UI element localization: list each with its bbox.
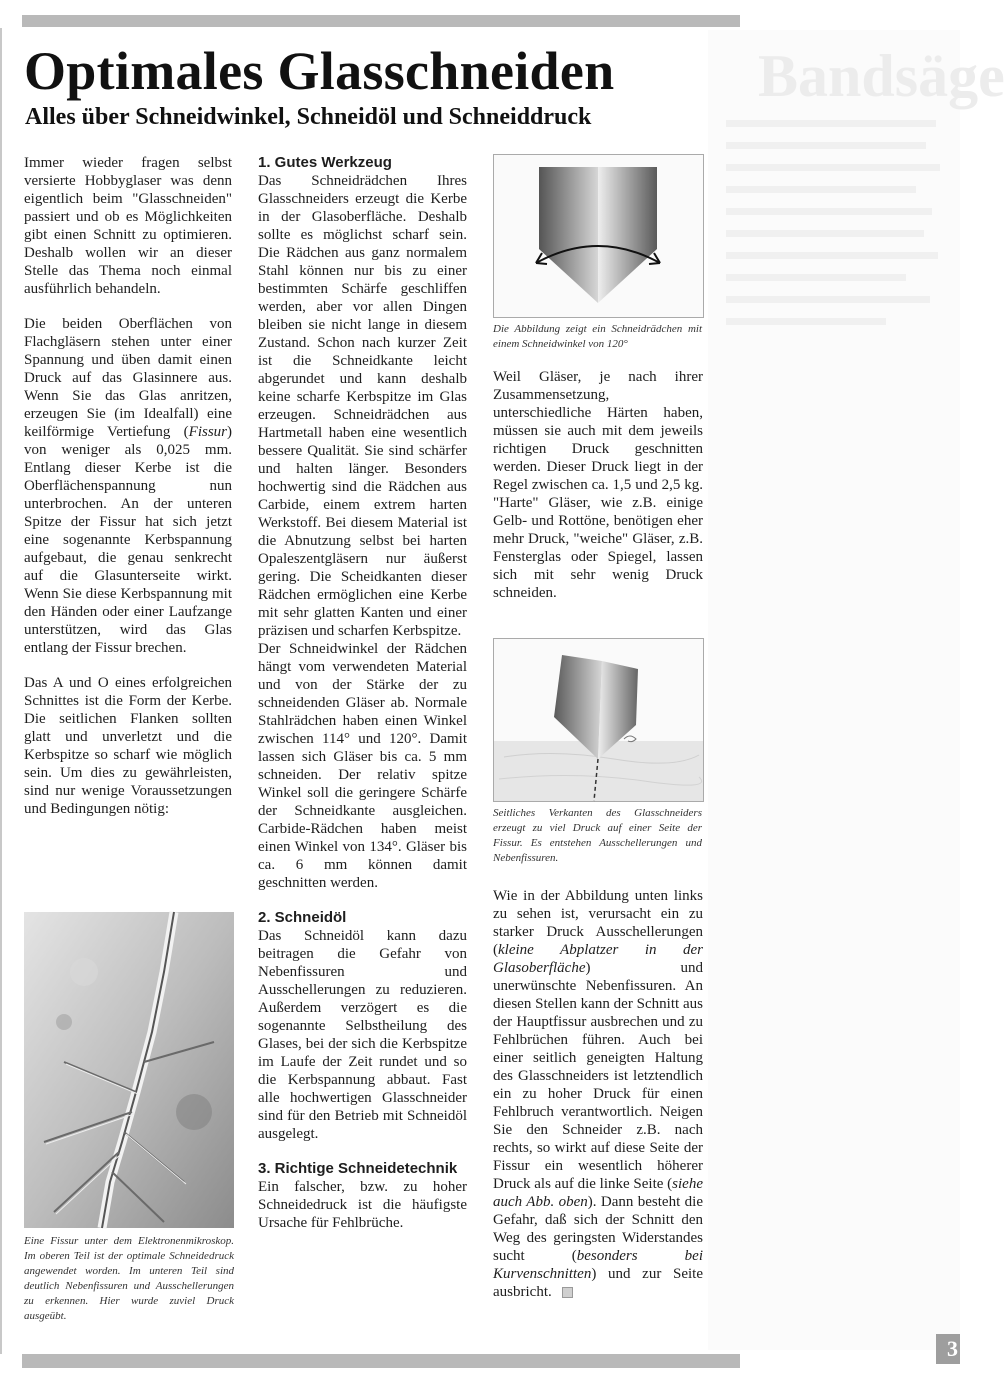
- pressure-paragraph: Wie in der Abbildung unten links zu sehen ist, verursacht ein zu starker Druck Ausschellerungen (kleine Abplatzer in der Glasoberfläche) und unerwünschte Nebenfissuren. An diesen Stellen kann der Schnitt aus der Hauptfissur ausbrechen und zu Fehlbrüchen führen. Auch bei einer seitlich geneigten Haltung des Glasschneiders ist letztendlich ein zu hoher Druck für einen Fehlbruch verantwortlich. Neigen Sie den Schneider z.B. nach rechts, so wirkt auf diese Seite der Fissur ein wesentlich höherer Druck als auf die linke Seite (siehe auch Abb. oben). Dann besteht die Gefahr, daß sich der Schnitt den Weg des geringsten Widerstandes sucht (besonders bei Kurvenschnitten) und zur Seite ausbricht.: [493, 888, 703, 1300]
- cutting-angle-paragraph: Der Schneidwinkel der Rädchen hängt vom verwendeten Material und von der Stärke der zu schneidenden Gläser ab. Normale Stahlrädchen haben einen Winkel zwischen 114° und 120°. Damit lassen sich Gläser bis ca. 5 mm schneiden. Der relativ spitze Winkel soll die geringere Schärfe der Schneidkante ausgleichen. Carbide-Rädchen haben meist einen Winkel von 134°. Gläser bis ca. 6 mm können damit geschnitten werden.: [258, 641, 467, 891]
- column-2: [258, 154, 467, 1249]
- cutting-oil-paragraph: Das Schneidöl kann dazu beitragen die Gefahr von Nebenfissuren und Ausschellerungen zu reduzieren. Außerdem verzögert es die sogenannte Selbstheilung des Glases, bei der sich die Kerbspitze im Laufe der Zeit rundet und so die Kerbspannung abbaut. Fast alle hochwertigen Glasschneider sind für den Betrieb mit Schneidöl ausgelegt.: [258, 928, 467, 1142]
- cutting-wheel-illustration: [494, 155, 703, 317]
- column-1: [24, 154, 232, 835]
- surface-tension-paragraph: Die beiden Oberflächen von Flachgläsern stehen unter einer Spannung und üben damit einen Druck auf das Glasinnere aus. Wenn Sie das Glas anritzen, erzeugen Sie (im Idealfall) eine keilförmige Vertiefung (Fissur) von weniger als 0,025 mm. Entlang dieser Kerbe ist die Oberflächenspannung nun unterbrochen. An der unteren Spitze der Fissur hat sich jetzt eine sogenannte Kerbspannung aufgebaut, die genau senkrecht auf die Glasunterseite wirkt. Wenn Sie diese Kerbspannung mit den Händen oder einer Laufzange unterstützen, wird das Glas entlang der Fissur brechen.: [24, 316, 232, 656]
- tilted-cutter-figure: [493, 638, 704, 802]
- emph-kurvenschnitte: besonders bei Kurvenschnitten: [493, 1248, 703, 1282]
- top-decor-bar: [22, 15, 740, 27]
- intro-paragraph: Immer wieder fragen selbst versierte Hobbyglaser was denn eigentlich beim "Glasschneiden" passiert und ob es Möglichkeiten gibt einen Schnitt zu optimieren. Deshalb wollen wir an dieser Stelle das Thema noch einmal ausführlich behandeln.: [24, 155, 232, 297]
- tilted-cutter-illustration: [494, 639, 703, 801]
- page-number: 3: [936, 1334, 960, 1364]
- column-3-top: [493, 368, 703, 619]
- bottom-decor-bar: [22, 1354, 740, 1368]
- microscope-image: [24, 912, 234, 1228]
- page-edge-rule: [0, 28, 2, 1354]
- emph-abplatzer: kleine Abplatzer in der Glasoberfläche: [493, 942, 703, 976]
- section-1-heading: 1. Gutes Werkzeug: [258, 154, 392, 171]
- cutting-wheel-figure: [493, 154, 704, 318]
- technique-paragraph: Ein falscher, bzw. zu hoher Schneidedruck ist die häufigste Ursache für Fehlbrüche.: [258, 1179, 467, 1231]
- glass-hardness-paragraph: Weil Gläser, je nach ihrer Zusammensetzung, unterschiedliche Härten haben, müssen sie auch mit dem jeweils richtigen Druck geschnitten werden. Dieser Druck liegt in der Regel zwischen ca. 1,5 und 2,5 kg. "Harte" Gläser, wie z.B. einige Gelb- und Rottöne, benötigen eher mehr Druck, "weiche" Gläser, z.B. Fensterglas oder Spiegel, lassen sich mit sehr wenig Druck schneiden.: [493, 369, 703, 601]
- section-3-heading: 3. Richtige Schneidetechnik: [258, 1160, 458, 1177]
- article-end-marker: [562, 1287, 573, 1298]
- fissur-term: Fissur: [188, 424, 227, 440]
- cutting-wheel-caption: Die Abbildung zeigt ein Schneidrädchen mit einem Schneidwinkel von 120°: [493, 323, 702, 350]
- section-2-heading: 2. Schneidöl: [258, 909, 347, 926]
- column-3-bottom: [493, 887, 703, 1318]
- tilted-cutter-caption: Seitliches Verkanten des Glasschneiders erzeugt zu viel Druck auf einer Seite der Fissur. Es entstehen Ausschellerungen und Nebenfissuren.: [493, 807, 702, 864]
- article-title: Optimales Glasschneiden: [24, 41, 615, 101]
- notch-shape-paragraph: Das A und O eines erfolgreichen Schnittes ist die Form der Kerbe. Die seitlichen Flanken sollten glatt und unverletzt und die Kerbspitze so scharf wie möglich sein. Um dies zu gewährleisten, sind nur wenige Voraussetzungen und Bedingungen nötig:: [24, 675, 232, 817]
- emph-siehe-oben: siehe auch Abb. oben: [493, 1176, 703, 1210]
- microscope-texture: [24, 912, 234, 1228]
- article-subtitle: Alles über Schneidwinkel, Schneidöl und Schneiddruck: [25, 104, 592, 130]
- microscope-caption: Eine Fissur unter dem Elektronenmikroskop. Im oberen Teil ist der optimale Schneidedruck angewendet worden. Im unteren Teil sind deutlich Nebenfissuren und Ausschellerungen zu erkennen. Hier wurde zuviel Druck ausgeübt.: [24, 1235, 234, 1322]
- ghost-title: Bandsäge: [758, 43, 1005, 109]
- tool-paragraph: Das Schneidrädchen Ihres Glasschneiders erzeugt die Kerbe in der Glasoberfläche. Deshalb sollte es möglichst scharf sein. Die Rädchen aus ganz normalem Stahl können nur bis zu einer bestimmten Schärfe geschliffen werden, aber vor allen Dingen bleiben sie nicht lange in diesem Zustand. Schon nach kurzer Zeit ist die Schneidkante leicht abgerundet und kann deshalb keine scharfe Kerbspitze im Glas erzeugen. Schneidrädchen aus Hartmetall haben eine wesentlich bessere Qualität. Sie sind schärfer und halten länger. Besonders hochwertig sind die Rädchen aus Carbide, einem extrem harten Werkstoff. Bei diesem Material ist die Abnutzung selbst bei harten Opaleszentgläsern nur äußerst gering. Die Scheidkanten dieser Rädchen ermöglichen eine Kerbe mit sehr glatten Kanten und einer präzisen und scharfen Kerbspitze.: [258, 173, 467, 639]
- facing-page-ghost: [708, 30, 1005, 1350]
